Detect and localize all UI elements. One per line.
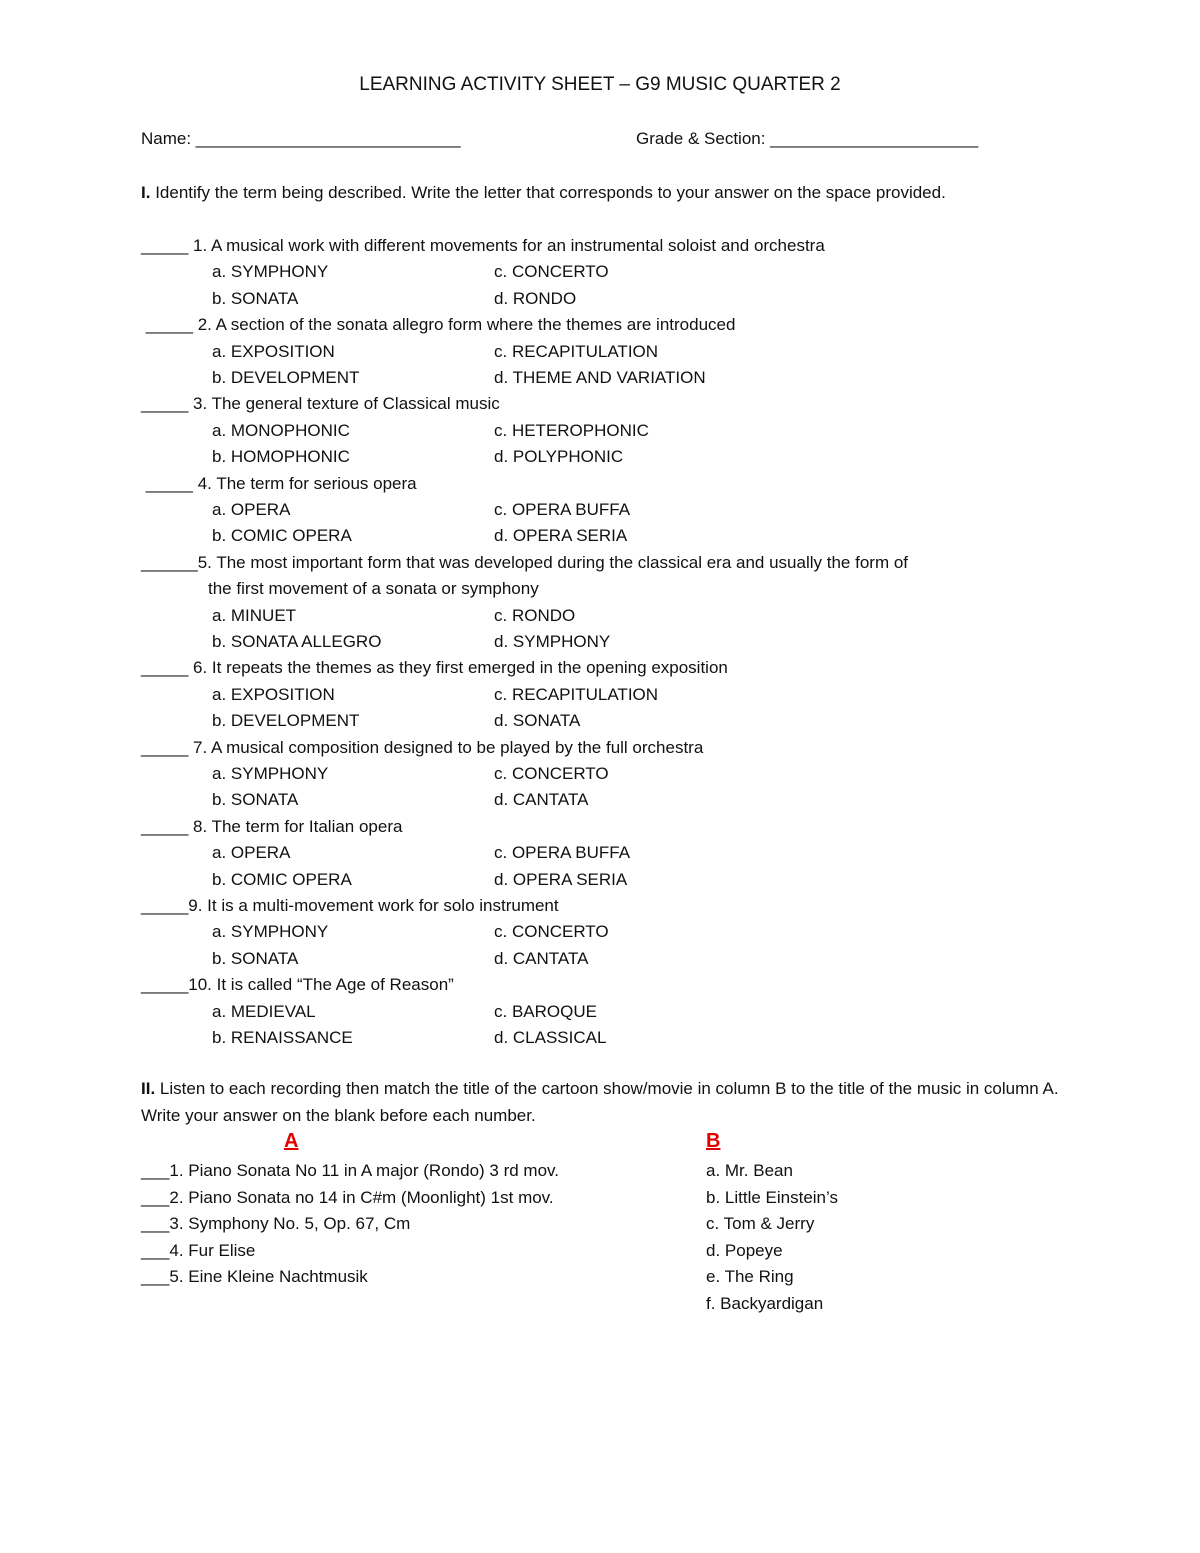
- question-5-option-a: a. MINUET: [212, 605, 297, 625]
- question-9-option-b: b. SONATA: [212, 948, 299, 968]
- column-b-item: b. Little Einstein’s: [706, 1187, 838, 1207]
- question-2-option-d: d. THEME AND VARIATION: [494, 368, 706, 387]
- question-3-option-b: b. HOMOPHONIC: [212, 447, 350, 467]
- question-3-option-a: a. MONOPHONIC: [212, 420, 350, 440]
- question-10-option-c: c. BAROQUE: [494, 1001, 597, 1021]
- question-5-option-c: c. RONDO: [494, 605, 576, 625]
- question-2-option-a: a. EXPOSITION: [212, 341, 335, 361]
- question-3-stem: _____ 3. The general texture of Classical music: [141, 394, 500, 414]
- question-6-option-b: b. DEVELOPMENT: [212, 711, 360, 731]
- question-8-option-d: d. OPERA SERIA: [494, 869, 628, 889]
- column-a-item: ___5. Eine Kleine Nachtmusik: [141, 1267, 368, 1286]
- question-7-option-b: b. SONATA: [212, 790, 299, 810]
- question-6-stem: _____ 6. It repeats the themes as they first emerged in the opening exposition: [141, 658, 728, 678]
- question-6-option-c: c. RECAPITULATION: [494, 684, 659, 704]
- question-10-option-d: d. CLASSICAL: [494, 1028, 607, 1047]
- question-9-stem: _____9. It is a multi-movement work for solo instrument: [141, 896, 559, 915]
- column-b-item: f. Backyardigan: [706, 1293, 824, 1313]
- question-2-option-b: b. DEVELOPMENT: [212, 368, 360, 387]
- question-10-option-a: a. MEDIEVAL: [212, 1001, 316, 1021]
- column-a-item: ___3. Symphony No. 5, Op. 67, Cm: [141, 1214, 411, 1233]
- question-1-option-d: d. RONDO: [494, 288, 577, 308]
- question-8-option-a: a. OPERA: [212, 843, 291, 863]
- question-7-option-c: c. CONCERTO: [494, 764, 609, 783]
- question-9-option-d: d. CANTATA: [494, 948, 589, 968]
- question-4-stem: _____ 4. The term for serious opera: [141, 473, 417, 493]
- question-5-option-d: d. SYMPHONY: [494, 632, 611, 651]
- column-b-item: e. The Ring: [706, 1267, 794, 1286]
- column-b-item: a. Mr. Bean: [706, 1161, 793, 1180]
- column-a-item: ___4. Fur Elise: [141, 1240, 256, 1260]
- name-field[interactable]: Name: ____________________________: [141, 129, 461, 148]
- part1-roman: I.: [141, 183, 151, 202]
- column-b-item: c. Tom & Jerry: [706, 1214, 815, 1233]
- question-4-option-d: d. OPERA SERIA: [494, 526, 628, 546]
- question-10-stem: _____10. It is called “The Age of Reason”: [141, 975, 454, 995]
- question-1-option-c: c. CONCERTO: [494, 262, 609, 282]
- question-4-option-a: a. OPERA: [212, 500, 291, 519]
- question-4-option-b: b. COMIC OPERA: [212, 526, 352, 546]
- question-10-option-b: b. RENAISSANCE: [212, 1028, 353, 1047]
- question-3-option-d: d. POLYPHONIC: [494, 447, 624, 467]
- column-a-item: ___1. Piano Sonata No 11 in A major (Rondo) 3 rd mov.: [141, 1161, 560, 1180]
- page-title: LEARNING ACTIVITY SHEET – G9 MUSIC QUARTER 2: [359, 74, 841, 95]
- part1-instruction: [141, 180, 1071, 207]
- question-6-option-a: a. EXPOSITION: [212, 684, 335, 704]
- question-7-option-d: d. CANTATA: [494, 790, 589, 810]
- part2-roman: II.: [141, 1079, 156, 1098]
- question-5-stem: ______5. The most important form that was developed during the classical era and usually the form of: [141, 552, 909, 572]
- question-5-stem-continued: the first movement of a sonata or symphony: [208, 579, 539, 599]
- question-9-option-a: a. SYMPHONY: [212, 922, 329, 942]
- question-9-option-c: c. CONCERTO: [494, 922, 609, 942]
- question-1-option-a: a. SYMPHONY: [212, 262, 329, 282]
- question-3-option-c: c. HETEROPHONIC: [494, 420, 649, 440]
- part1-instruction-text: Identify the term being described. Write the letter that corresponds to your answer on the space provided.: [155, 183, 946, 202]
- question-8-stem: _____ 8. The term for Italian opera: [141, 816, 403, 836]
- question-7-stem: _____ 7. A musical composition designed to be played by the full orchestra: [141, 737, 704, 757]
- part2-instruction-text: Listen to each recording then match the title of the cartoon show/movie in column B to the title of the music in column A. Write your answer on the blank before each number.: [141, 1079, 1059, 1125]
- question-2-option-c: c. RECAPITULATION: [494, 341, 659, 361]
- question-1-option-b: b. SONATA: [212, 288, 299, 308]
- grade-section-field[interactable]: Grade & Section: ______________________: [636, 129, 979, 148]
- question-8-option-c: c. OPERA BUFFA: [494, 843, 631, 863]
- question-7-option-a: a. SYMPHONY: [212, 764, 329, 783]
- column-a-label: A: [284, 1130, 299, 1152]
- question-6-option-d: d. SONATA: [494, 711, 581, 731]
- part2-instruction: [141, 1076, 1071, 1129]
- column-b-label: B: [706, 1130, 721, 1152]
- question-5-option-b: b. SONATA ALLEGRO: [212, 632, 382, 651]
- question-4-option-c: c. OPERA BUFFA: [494, 500, 631, 519]
- column-b-item: d. Popeye: [706, 1240, 783, 1260]
- question-1-stem: _____ 1. A musical work with different movements for an instrumental soloist and orchestra: [141, 236, 825, 255]
- question-2-stem: _____ 2. A section of the sonata allegro form where the themes are introduced: [141, 315, 736, 335]
- question-8-option-b: b. COMIC OPERA: [212, 869, 352, 889]
- column-a-item: ___2. Piano Sonata no 14 in C#m (Moonlight) 1st mov.: [141, 1187, 554, 1207]
